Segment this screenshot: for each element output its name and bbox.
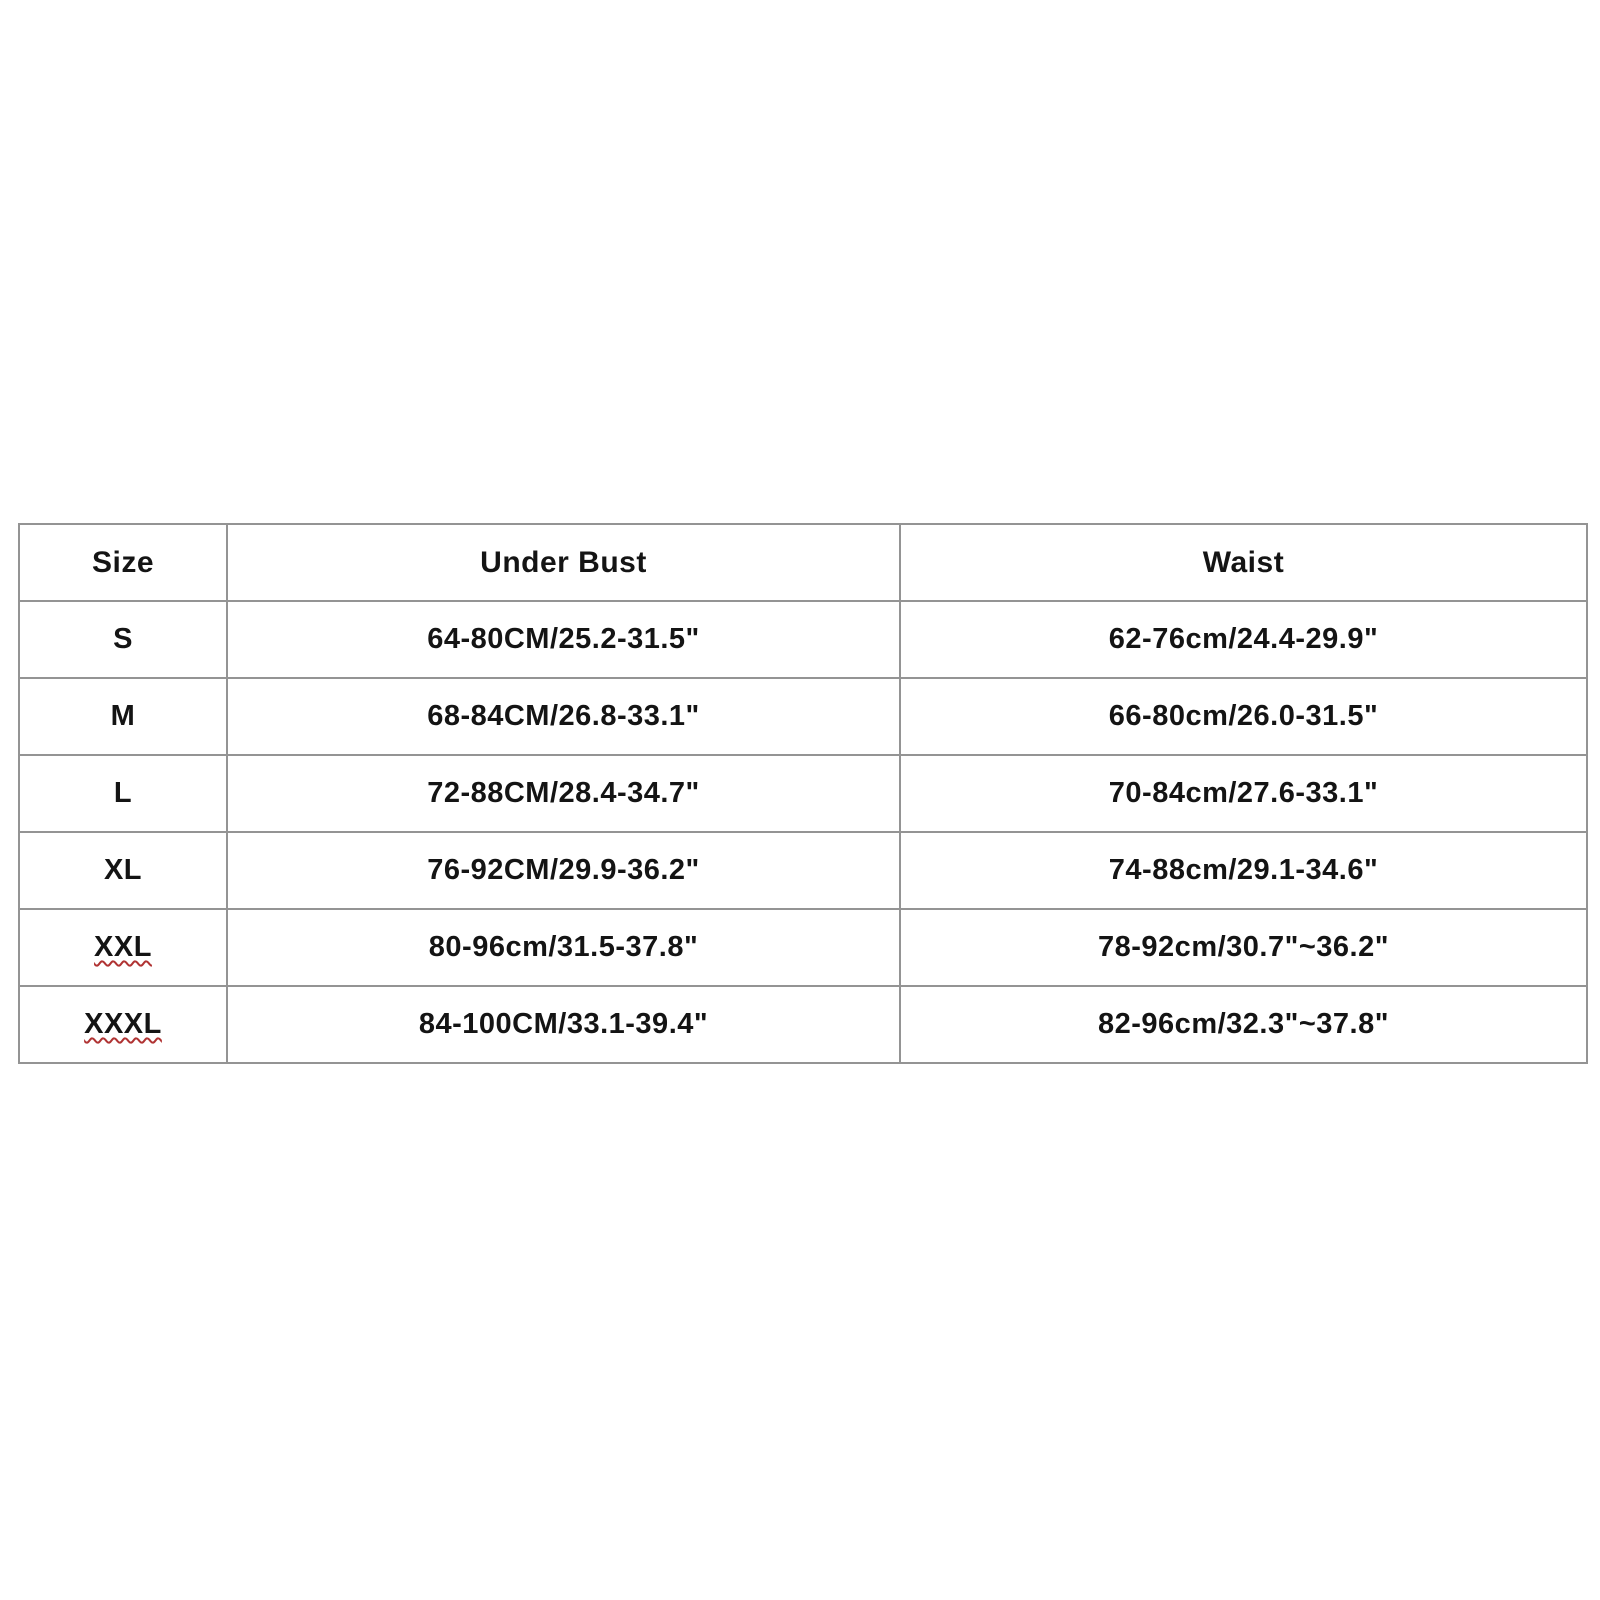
size-label-xxxl: XXXL — [84, 1008, 162, 1040]
waist-cell: 62-76cm/24.4-29.9" — [900, 601, 1587, 678]
column-header-waist: Waist — [900, 524, 1587, 601]
size-cell — [19, 986, 227, 1063]
column-header-size: Size — [19, 524, 227, 601]
table-header-row — [19, 524, 1587, 601]
waist-cell: 82-96cm/32.3"~37.8" — [900, 986, 1587, 1063]
size-cell: M — [19, 678, 227, 755]
size-label-xxl: XXL — [94, 931, 152, 963]
table-row-l — [19, 755, 1587, 832]
table-row-xxl — [19, 909, 1587, 986]
under-bust-cell: 80-96cm/31.5-37.8" — [227, 909, 900, 986]
under-bust-cell: 76-92CM/29.9-36.2" — [227, 832, 900, 909]
waist-cell: 74-88cm/29.1-34.6" — [900, 832, 1587, 909]
under-bust-cell: 84-100CM/33.1-39.4" — [227, 986, 900, 1063]
size-cell: S — [19, 601, 227, 678]
size-cell: L — [19, 755, 227, 832]
table-row-s — [19, 601, 1587, 678]
under-bust-cell: 72-88CM/28.4-34.7" — [227, 755, 900, 832]
table-row-xxxl — [19, 986, 1587, 1063]
waist-cell: 78-92cm/30.7"~36.2" — [900, 909, 1587, 986]
waist-cell: 66-80cm/26.0-31.5" — [900, 678, 1587, 755]
size-chart-table — [18, 523, 1588, 1064]
size-cell: XL — [19, 832, 227, 909]
column-header-under-bust: Under Bust — [227, 524, 900, 601]
table-row-m — [19, 678, 1587, 755]
under-bust-cell: 68-84CM/26.8-33.1" — [227, 678, 900, 755]
waist-cell: 70-84cm/27.6-33.1" — [900, 755, 1587, 832]
under-bust-cell: 64-80CM/25.2-31.5" — [227, 601, 900, 678]
size-cell — [19, 909, 227, 986]
table-row-xl — [19, 832, 1587, 909]
